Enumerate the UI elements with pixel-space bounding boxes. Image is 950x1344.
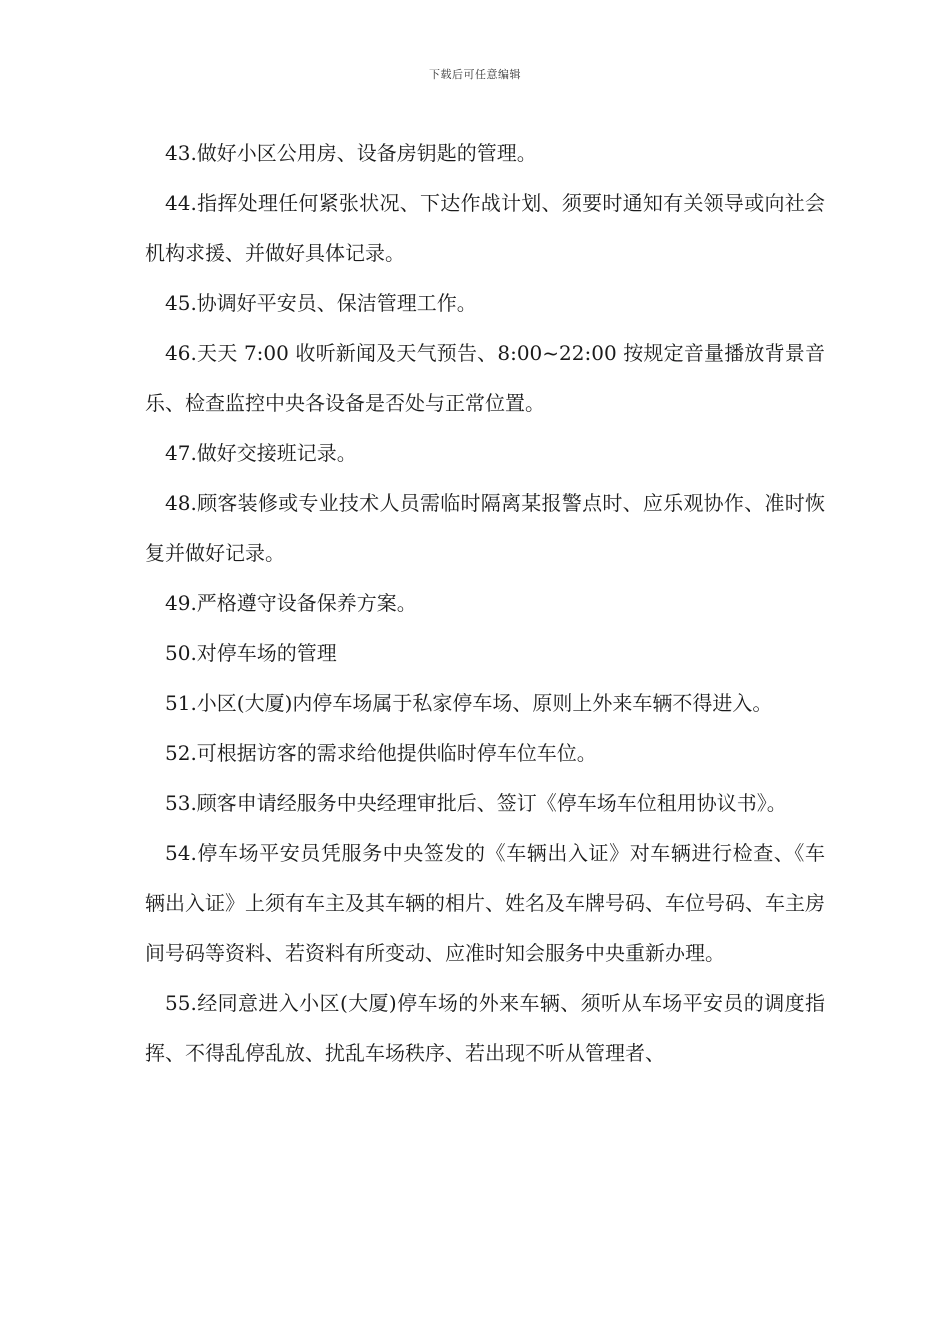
paragraph-51: 51.小区(大厦)内停车场属于私家停车场、原则上外来车辆不得进入。 [165, 691, 773, 715]
paragraph-55: 55.经同意进入小区(大厦)停车场的外来车辆、须听从车场平安员的调度指挥、不得乱停乱放、扰乱车场秩序、若出现不听从管理者、 [145, 991, 825, 1065]
paragraph-43: 43.做好小区公用房、设备房钥匙的管理。 [165, 141, 537, 165]
paragraph-44: 44.指挥处理任何紧张状况、下达作战计划、须要时通知有关领导或向社会机构求援、并做好具体记录。 [145, 191, 825, 265]
paragraph-52: 52.可根据访客的需求给他提供临时停车位车位。 [165, 741, 597, 765]
paragraph-49: 49.严格遵守设备保养方案。 [165, 591, 417, 615]
paragraph-47: 47.做好交接班记录。 [165, 441, 357, 465]
header-note: 下载后可任意编辑 [429, 68, 521, 81]
paragraph-54: 54.停车场平安员凭服务中央签发的《车辆出入证》对车辆进行检查、《车辆出入证》上须有车主及其车辆的相片、姓名及车牌号码、车位号码、车主房间号码等资料、若资料有所变动、应准时知会服务中央重新办理。 [145, 841, 825, 965]
paragraph-45: 45.协调好平安员、保洁管理工作。 [165, 291, 477, 315]
paragraph-48: 48.顾客装修或专业技术人员需临时隔离某报警点时、应乐观协作、准时恢复并做好记录。 [145, 491, 825, 565]
document-body [145, 128, 825, 1078]
paragraph-50: 50.对停车场的管理 [165, 641, 337, 665]
paragraph-53: 53.顾客申请经服务中央经理审批后、签订《停车场车位租用协议书》。 [165, 791, 787, 815]
paragraph-46: 46.天天 7:00 收听新闻及天气预告、8:00~22:00 按规定音量播放背景音乐、检查监控中央各设备是否处与正常位置。 [145, 341, 825, 415]
